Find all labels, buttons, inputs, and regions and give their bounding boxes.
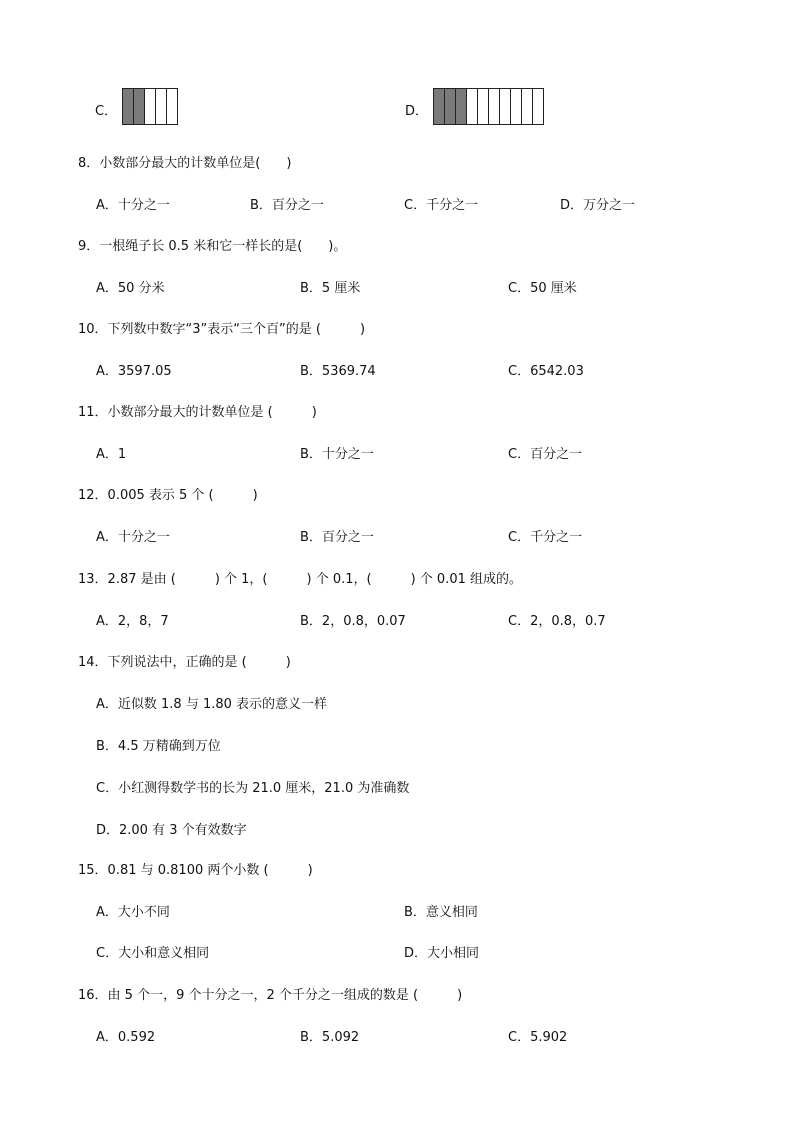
q15-option-b[interactable]: B．意义相同 bbox=[404, 905, 478, 920]
q8-option-d[interactable]: D．万分之一 bbox=[560, 198, 636, 213]
q11-option-a[interactable]: A．1 bbox=[96, 447, 127, 462]
question-10-stem: 10．下列数中数字“3”表示“三个百”的是 ( ) bbox=[78, 322, 366, 337]
q12-option-c[interactable]: C．千分之一 bbox=[508, 530, 583, 545]
q14-option-c[interactable]: C．小红测得数学书的长为 21.0 厘米，21.0 为准确数 bbox=[96, 781, 410, 796]
q11-option-b[interactable]: B．十分之一 bbox=[300, 447, 374, 462]
q15-option-a[interactable]: A．大小不同 bbox=[96, 905, 170, 920]
q16-option-b[interactable]: B．5.092 bbox=[300, 1030, 360, 1045]
q9-option-b[interactable]: B．5 厘米 bbox=[300, 281, 361, 296]
q16-option-c[interactable]: C．5.902 bbox=[508, 1030, 568, 1045]
q14-option-b[interactable]: B．4.5 万精确到万位 bbox=[96, 739, 221, 754]
option-d-bar-figure bbox=[434, 88, 544, 125]
q9-option-c[interactable]: C．50 厘米 bbox=[508, 281, 577, 296]
question-12-stem: 12．0.005 表示 5 个 ( ) bbox=[78, 488, 258, 503]
option-d-bar-cell-10 bbox=[532, 88, 544, 125]
q8-option-c[interactable]: C．千分之一 bbox=[404, 198, 479, 213]
q15-option-c[interactable]: C．大小和意义相同 bbox=[96, 946, 210, 961]
q14-option-a[interactable]: A．近似数 1.8 与 1.80 表示的意义一样 bbox=[96, 697, 328, 712]
question-13-stem: 13．2.87 是由 ( ) 个 1，( ) 个 0.1，( ) 个 0.01 组成的。 bbox=[78, 572, 522, 587]
option-d-label: D． bbox=[405, 104, 429, 119]
q10-option-b[interactable]: B．5369.74 bbox=[300, 364, 376, 379]
q13-option-c[interactable]: C．2，0.8，0.7 bbox=[508, 614, 606, 629]
option-c-label: C． bbox=[95, 104, 118, 119]
option-c-bar-cell-5 bbox=[166, 88, 178, 125]
question-11-stem: 11．小数部分最大的计数单位是 ( ) bbox=[78, 405, 317, 420]
q13-option-a[interactable]: A．2，8，7 bbox=[96, 614, 169, 629]
question-8-stem: 8．小数部分最大的计数单位是( ) bbox=[78, 156, 292, 171]
q15-option-d[interactable]: D．大小相同 bbox=[404, 946, 480, 961]
q12-option-b[interactable]: B．百分之一 bbox=[300, 530, 374, 545]
question-9-stem: 9．一根绳子长 0.5 米和它一样长的是( )。 bbox=[78, 239, 347, 254]
q10-option-c[interactable]: C．6542.03 bbox=[508, 364, 584, 379]
question-14-stem: 14．下列说法中，正确的是 ( ) bbox=[78, 655, 291, 670]
option-c-bar-figure bbox=[123, 88, 178, 125]
q9-option-a[interactable]: A．50 分米 bbox=[96, 281, 165, 296]
q16-option-a[interactable]: A．0.592 bbox=[96, 1030, 156, 1045]
q11-option-c[interactable]: C．百分之一 bbox=[508, 447, 583, 462]
question-15-stem: 15．0.81 与 0.8100 两个小数 ( ) bbox=[78, 863, 313, 878]
question-16-stem: 16．由 5 个一，9 个十分之一，2 个千分之一组成的数是 ( ) bbox=[78, 988, 463, 1003]
q8-option-a[interactable]: A．十分之一 bbox=[96, 198, 170, 213]
q13-option-b[interactable]: B．2，0.8，0.07 bbox=[300, 614, 406, 629]
q8-option-b[interactable]: B．百分之一 bbox=[250, 198, 324, 213]
q14-option-d[interactable]: D．2.00 有 3 个有效数字 bbox=[96, 823, 247, 838]
q12-option-a[interactable]: A．十分之一 bbox=[96, 530, 170, 545]
q10-option-a[interactable]: A．3597.05 bbox=[96, 364, 172, 379]
